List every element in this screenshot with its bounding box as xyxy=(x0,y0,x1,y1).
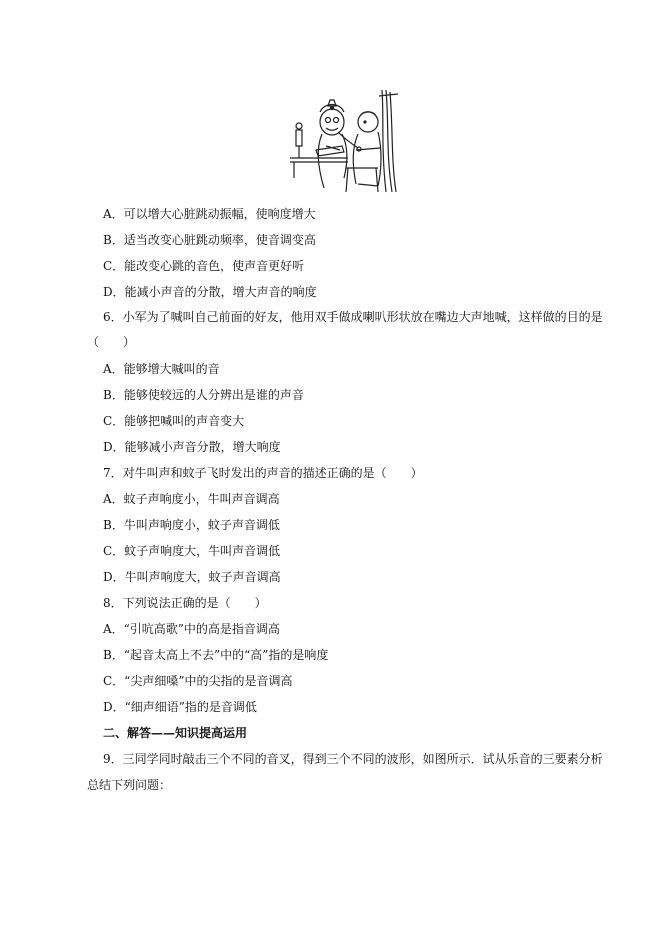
q9-stem: 9．三同学同时敲击三个不同的音叉，得到三个不同的波形，如图所示．试从乐音的三要素分析 xyxy=(103,752,603,766)
q6-answer-paren: （ ） xyxy=(87,335,136,349)
q8-stem: 8．下列说法正确的是（ ） xyxy=(103,596,267,610)
q8-option-d: D．“细声细语”指的是音调低 xyxy=(103,700,257,714)
q6-option-d: D．能够减小声音分散，增大响度 xyxy=(103,440,281,454)
doctor-stethoscope-child-icon xyxy=(286,88,404,194)
q6-stem: 6．小军为了喊叫自己前面的好友，他用双手做成喇叭形状放在嘴边大声地喊，这样做的目的是 xyxy=(103,310,603,324)
q6-option-c: C．能够把喊叫的声音变大 xyxy=(103,414,245,428)
q5-option-a: A．可以增大心脏跳动振幅，使响度增大 xyxy=(103,207,316,221)
q6-option-b: B．能够使较远的人分辨出是谁的声音 xyxy=(103,388,304,402)
q5-option-d: D．能减小声音的分散，增大声音的响度 xyxy=(103,285,317,299)
q7-option-b: B．牛叫声响度小，蚊子声音调低 xyxy=(103,518,280,532)
q7-option-d: D．牛叫声响度大，蚊子声音调高 xyxy=(103,570,281,584)
q8-option-a: A．“引吭高歌”中的高是指音调高 xyxy=(103,622,280,636)
doctor-stethoscope-illustration xyxy=(286,88,404,194)
q9-stem-continued: 总结下列问题： xyxy=(87,778,172,792)
section-heading: 二、解答——知识提高运用 xyxy=(103,726,248,740)
q7-stem: 7．对牛叫声和蚊子飞时发出的声音的描述正确的是（ ） xyxy=(103,466,423,480)
q6-option-a: A．能够增大喊叫的音 xyxy=(103,362,220,376)
q8-option-c: C．“尖声细嗓”中的尖指的是音调高 xyxy=(103,674,293,688)
q7-option-c: C．蚊子声响度大，牛叫声音调低 xyxy=(103,544,281,558)
q5-option-b: B．适当改变心脏跳动频率，使音调变高 xyxy=(103,233,316,247)
q8-option-b: B．“起音太高上不去”中的“高”指的是响度 xyxy=(103,648,329,662)
q7-option-a: A．蚊子声响度小，牛叫声音调高 xyxy=(103,492,280,506)
q5-option-c: C．能改变心跳的音色，使声音更好听 xyxy=(103,259,305,273)
